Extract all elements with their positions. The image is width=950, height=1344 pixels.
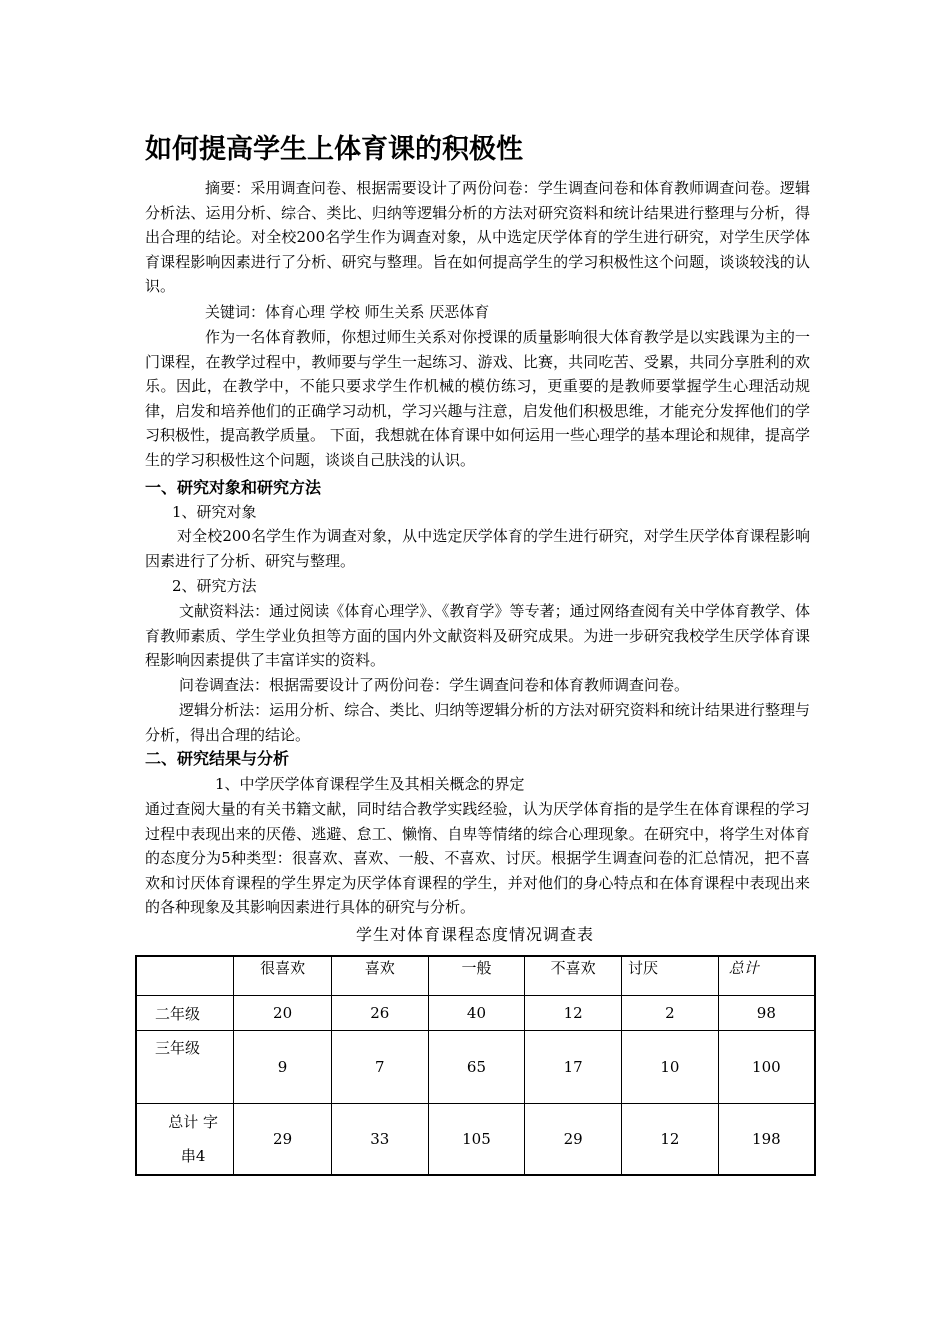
table-cell: 7	[331, 1031, 428, 1104]
table-cell: 29	[234, 1104, 332, 1176]
header-cell: 不喜欢	[525, 956, 622, 996]
table-cell: 98	[718, 996, 815, 1031]
table-caption: 学生对体育课程态度情况调查表	[355, 925, 594, 944]
table-row	[136, 1031, 815, 1104]
header-cell-empty	[136, 956, 234, 996]
section2-heading: 二、研究结果与分析	[145, 749, 290, 768]
section1-heading: 一、研究对象和研究方法	[145, 478, 322, 497]
section1-sub1-heading: 1、研究对象	[172, 503, 257, 521]
section1-sub1-text: 对全校200名学生作为调查对象，从中选定厌学体育的学生进行研究，对学生厌学体育课程影响因素进行了分析、研究与整理。	[145, 527, 810, 570]
table-cell: 10	[622, 1031, 719, 1104]
table-cell: 33	[331, 1104, 428, 1176]
table-cell: 198	[718, 1104, 815, 1176]
table-cell: 2	[622, 996, 719, 1031]
table-cell: 40	[428, 996, 525, 1031]
abstract-paragraph: 摘要：采用调查问卷、根据需要设计了两份问卷：学生调查问卷和体育教师调查问卷。逻辑分析法、运用分析、综合、类比、归纳等逻辑分析的方法对研究资料和统计结果进行整理与分析，得出合理的结论。对全校200名学生作为调查对象，从中选定厌学体育的学生进行研究，对学生厌学体育课程影响因素进行了分析、研究与整理。旨在如何提高学生的学习积极性这个问题，谈谈较浅的认识。	[145, 179, 810, 296]
keywords-line: 关键词：体育心理 学校 师生关系 厌恶体育	[205, 303, 490, 321]
table-row	[136, 996, 815, 1031]
row-label-line: 串4	[180, 1147, 206, 1165]
document-title: 如何提高学生上体育课的积极性	[145, 134, 523, 165]
table-header-row	[136, 956, 815, 996]
table-cell: 65	[428, 1031, 525, 1104]
header-cell: 一般	[428, 956, 525, 996]
header-cell: 讨厌	[622, 956, 719, 996]
method-literature: 文献资料法：通过阅读《体育心理学》、《教育学》等专著；通过网络查阅有关中学体育教学、体育教师素质、学生学业负担等方面的国内外文献资料及研究成果。为进一步研究我校学生厌学体育课程影响因素提供了丰富详实的资料。	[145, 602, 810, 670]
table-row	[136, 1104, 815, 1176]
method-logic: 逻辑分析法：运用分析、综合、类比、归纳等逻辑分析的方法对研究资料和统计结果进行整理与分析，得出合理的结论。	[145, 701, 810, 744]
method-questionnaire: 问卷调查法：根据需要设计了两份问卷：学生调查问卷和体育教师调查问卷。	[179, 676, 690, 694]
table-cell: 17	[525, 1031, 622, 1104]
header-cell: 总计	[718, 956, 815, 996]
table-cell: 20	[234, 996, 332, 1031]
survey-table	[135, 955, 816, 1176]
table-cell: 29	[525, 1104, 622, 1176]
table-cell: 26	[331, 996, 428, 1031]
table-cell: 100	[718, 1031, 815, 1104]
section2-text: 通过查阅大量的有关书籍文献，同时结合教学实践经验，认为厌学体育指的是学生在体育课程的学习过程中表现出来的厌倦、逃避、怠工、懒惰、自卑等情绪的综合心理现象。在研究中，将学生对体育的态度分为5种类型：很喜欢、喜欢、一般、不喜欢、讨厌。根据学生调查问卷的汇总情况，把不喜欢和讨厌体育课程的学生界定为厌学体育课程的学生，并对他们的身心特点和在体育课程中表现出来的各种现象及其影响因素进行具体的研究与分析。	[145, 800, 810, 917]
header-cell: 喜欢	[331, 956, 428, 996]
section1-sub2-heading: 2、研究方法	[172, 577, 257, 595]
table-cell: 9	[234, 1031, 332, 1104]
row-label-line: 总计 字	[168, 1113, 218, 1131]
header-cell: 很喜欢	[234, 956, 332, 996]
row-label-total	[136, 1104, 234, 1176]
row-label: 三年级	[136, 1031, 234, 1104]
section2-sub1-heading: 1、中学厌学体育课程学生及其相关概念的界定	[215, 775, 525, 793]
table-cell: 105	[428, 1104, 525, 1176]
row-label: 二年级	[136, 996, 234, 1031]
table-cell: 12	[622, 1104, 719, 1176]
table-cell: 12	[525, 996, 622, 1031]
intro-paragraph: 作为一名体育教师，你想过师生关系对你授课的质量影响很大体育教学是以实践课为主的一门课程，在教学过程中，教师要与学生一起练习、游戏、比赛，共同吃苦、受累，共同分享胜利的欢乐。因此，在教学中，不能只要求学生作机械的模仿练习，更重要的是教师要掌握学生心理活动规律，启发和培养他们的正确学习动机，学习兴趣与注意，启发他们积极思维，才能充分发挥他们的学习积极性，提高教学质量。 下面，我想就在体育课中如何运用一些心理学的基本理论和规律，提高学生的学习积极性这个问题，谈谈自己肤浅的认识。	[145, 328, 810, 469]
